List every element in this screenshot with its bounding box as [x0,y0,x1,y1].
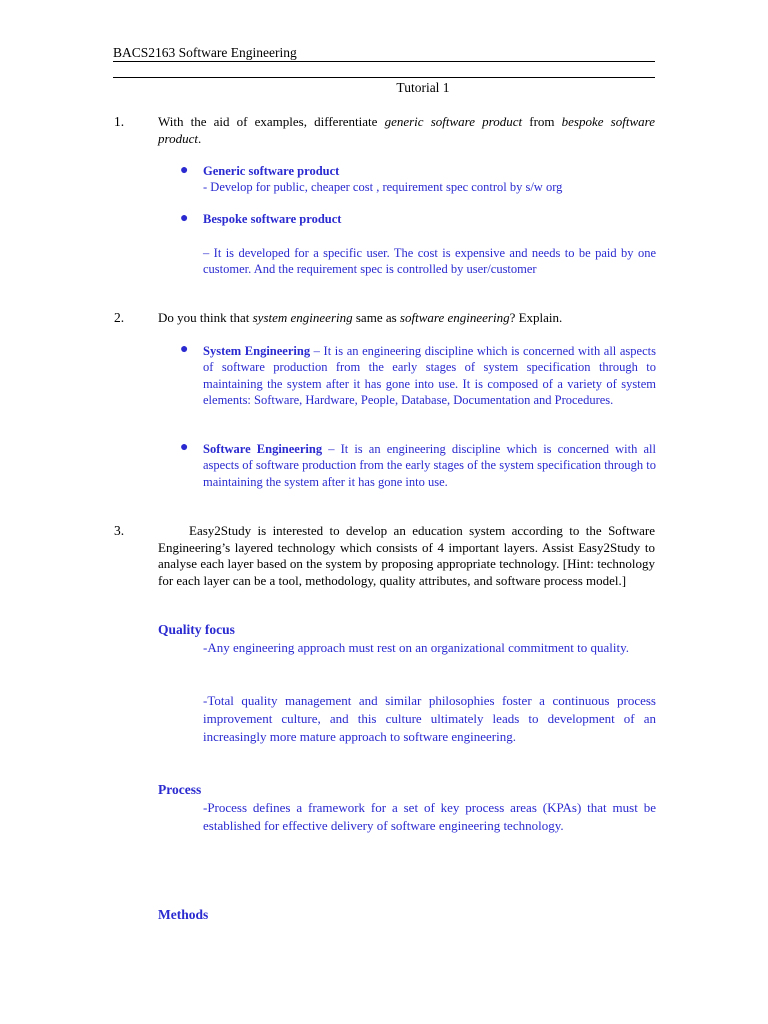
question-3-number: 3. [114,523,125,538]
answer-label: System Engineering [203,344,311,358]
answer-body: - Develop for public, cheaper cost , requirement spec control by s/w org [203,180,563,195]
bullet-system-engineering: ● [180,342,189,357]
answer-bespoke-software [203,211,656,227]
quality-focus-heading: Quality focus [158,622,235,637]
bullet-generic: ● [180,163,189,178]
answer-body: – It is an engineering discipline which is concerned with all aspects of software production from the early stages of the system specification through to maintaining the system after it has gone into use. [203,442,656,489]
course-header: BACS2163 Software Engineering [113,45,297,60]
answer-label: Software Engineering [203,442,323,456]
process-heading: Process [158,782,202,797]
header-rule-bottom [113,77,655,78]
methods-heading: Methods [158,907,209,922]
answer-generic-software [203,163,656,196]
question-2-text: Do you think that system engineering same as software engineering? Explain. [158,310,563,325]
tutorial-title: Tutorial 1 [396,80,450,95]
answer-body: – It is an engineering discipline which is concerned with all aspects of software production from the early stages of system specification through to maintaining the system after it has gone into use. It is composed of a variety of system elements: Software, Hardware, People, Database, Documentation and Procedures. [203,344,656,407]
question-1-number: 1. [114,114,125,129]
answer-software-engineering [203,441,656,490]
process-p1: -Process defines a framework for a set of key process areas (KPAs) that must be established for effective delivery of software engineering technology. [203,800,656,833]
answer-system-engineering [203,343,656,408]
header-rule-top [113,61,655,62]
quality-focus-p1: -Any engineering approach must rest on an organizational commitment to quality. [203,640,629,655]
bullet-software-engineering: ● [180,440,189,455]
question-3-text: Easy2Study is interested to develop an education system according to the Software Engineering’s layered technology which consists of 4 important layers. Assist Easy2Study to analyse each layer based on the system by proposing appropriate technology. [Hint: technology for each layer can be a tool, methodology, quality attributes, and software process model.] [158,523,655,588]
answer-label: Generic software product [203,164,340,178]
quality-focus-p2: -Total quality management and similar philosophies foster a continuous process improvement culture, and this culture ultimately leads to development of an increasingly more mature approach to software engineering. [203,693,656,744]
question-2-number: 2. [114,310,125,325]
question-1-text: With the aid of examples, differentiate generic software product from bespoke software product. [158,114,655,146]
answer-label: Bespoke software product [203,212,342,226]
answer-bespoke-body: – It is developed for a specific user. The cost is expensive and needs to be paid by one customer. And the requirement spec is controlled by user/customer [203,246,656,277]
bullet-bespoke: ● [180,211,189,226]
